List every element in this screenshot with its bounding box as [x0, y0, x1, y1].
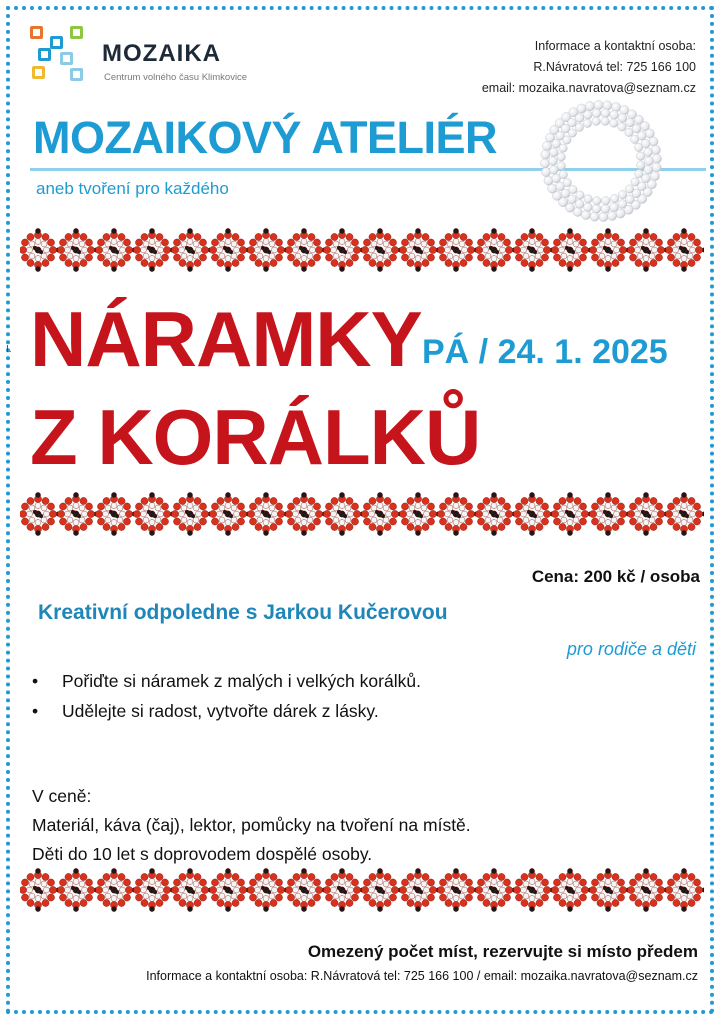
bead-band-middle [20, 492, 704, 536]
mozaika-logo [30, 24, 290, 84]
price-includes: Materiál, káva (čaj), lektor, pomůcky na tvoření na místě. [32, 815, 471, 835]
event-date: PÁ / 24. 1. 2025 [422, 333, 668, 371]
page-title: MOZAIKOVÝ ATELIÉR [33, 112, 497, 163]
contact-heading: Informace a kontaktní osoba: [534, 39, 696, 53]
price-includes-block [32, 782, 471, 869]
bullet-item: • Pořiďte si náramek z malých i velkých korálků. [30, 666, 421, 696]
contact-info-bottom: Informace a kontaktní osoba: R.Návratová tel: 725 166 100 / email: mozaika.navratova@seznam.cz [146, 969, 698, 983]
bullet-list [30, 666, 421, 726]
roman-marker: I. [6, 344, 12, 355]
bullet-item: • Udělejte si radost, vytvořte dárek z lásky. [30, 696, 421, 726]
event-name: Kreativní odpoledne s Jarkou Kučerovou [38, 601, 448, 624]
event-title-line1: NÁRAMKY [30, 295, 422, 383]
bead-band-top [20, 228, 704, 272]
mosaic-logo-icon [30, 24, 92, 86]
limited-capacity-note: Omezený počet míst, rezervujte si místo předem [307, 942, 698, 961]
logo-subtitle: Centrum volného času Klimkovice [104, 72, 248, 83]
contact-phone: R.Návratová tel: 725 166 100 [533, 60, 696, 74]
contact-info-top [482, 36, 696, 99]
children-note: Děti do 10 let s doprovodem dospělé osoby. [32, 844, 373, 864]
audience: pro rodiče a děti [566, 639, 696, 659]
price-heading: V ceně: [32, 786, 92, 806]
contact-email: email: mozaika.navratova@seznam.cz [481, 81, 696, 95]
logo-title: MOZAIKA [102, 40, 221, 67]
bead-band-bottom [20, 868, 704, 912]
price: Cena: 200 kč / osoba [531, 567, 700, 586]
event-title-line2: Z KORÁLKŮ [30, 393, 481, 481]
page-subtitle: aneb tvoření pro každého [36, 179, 229, 198]
beaded-ring-image [536, 96, 666, 226]
